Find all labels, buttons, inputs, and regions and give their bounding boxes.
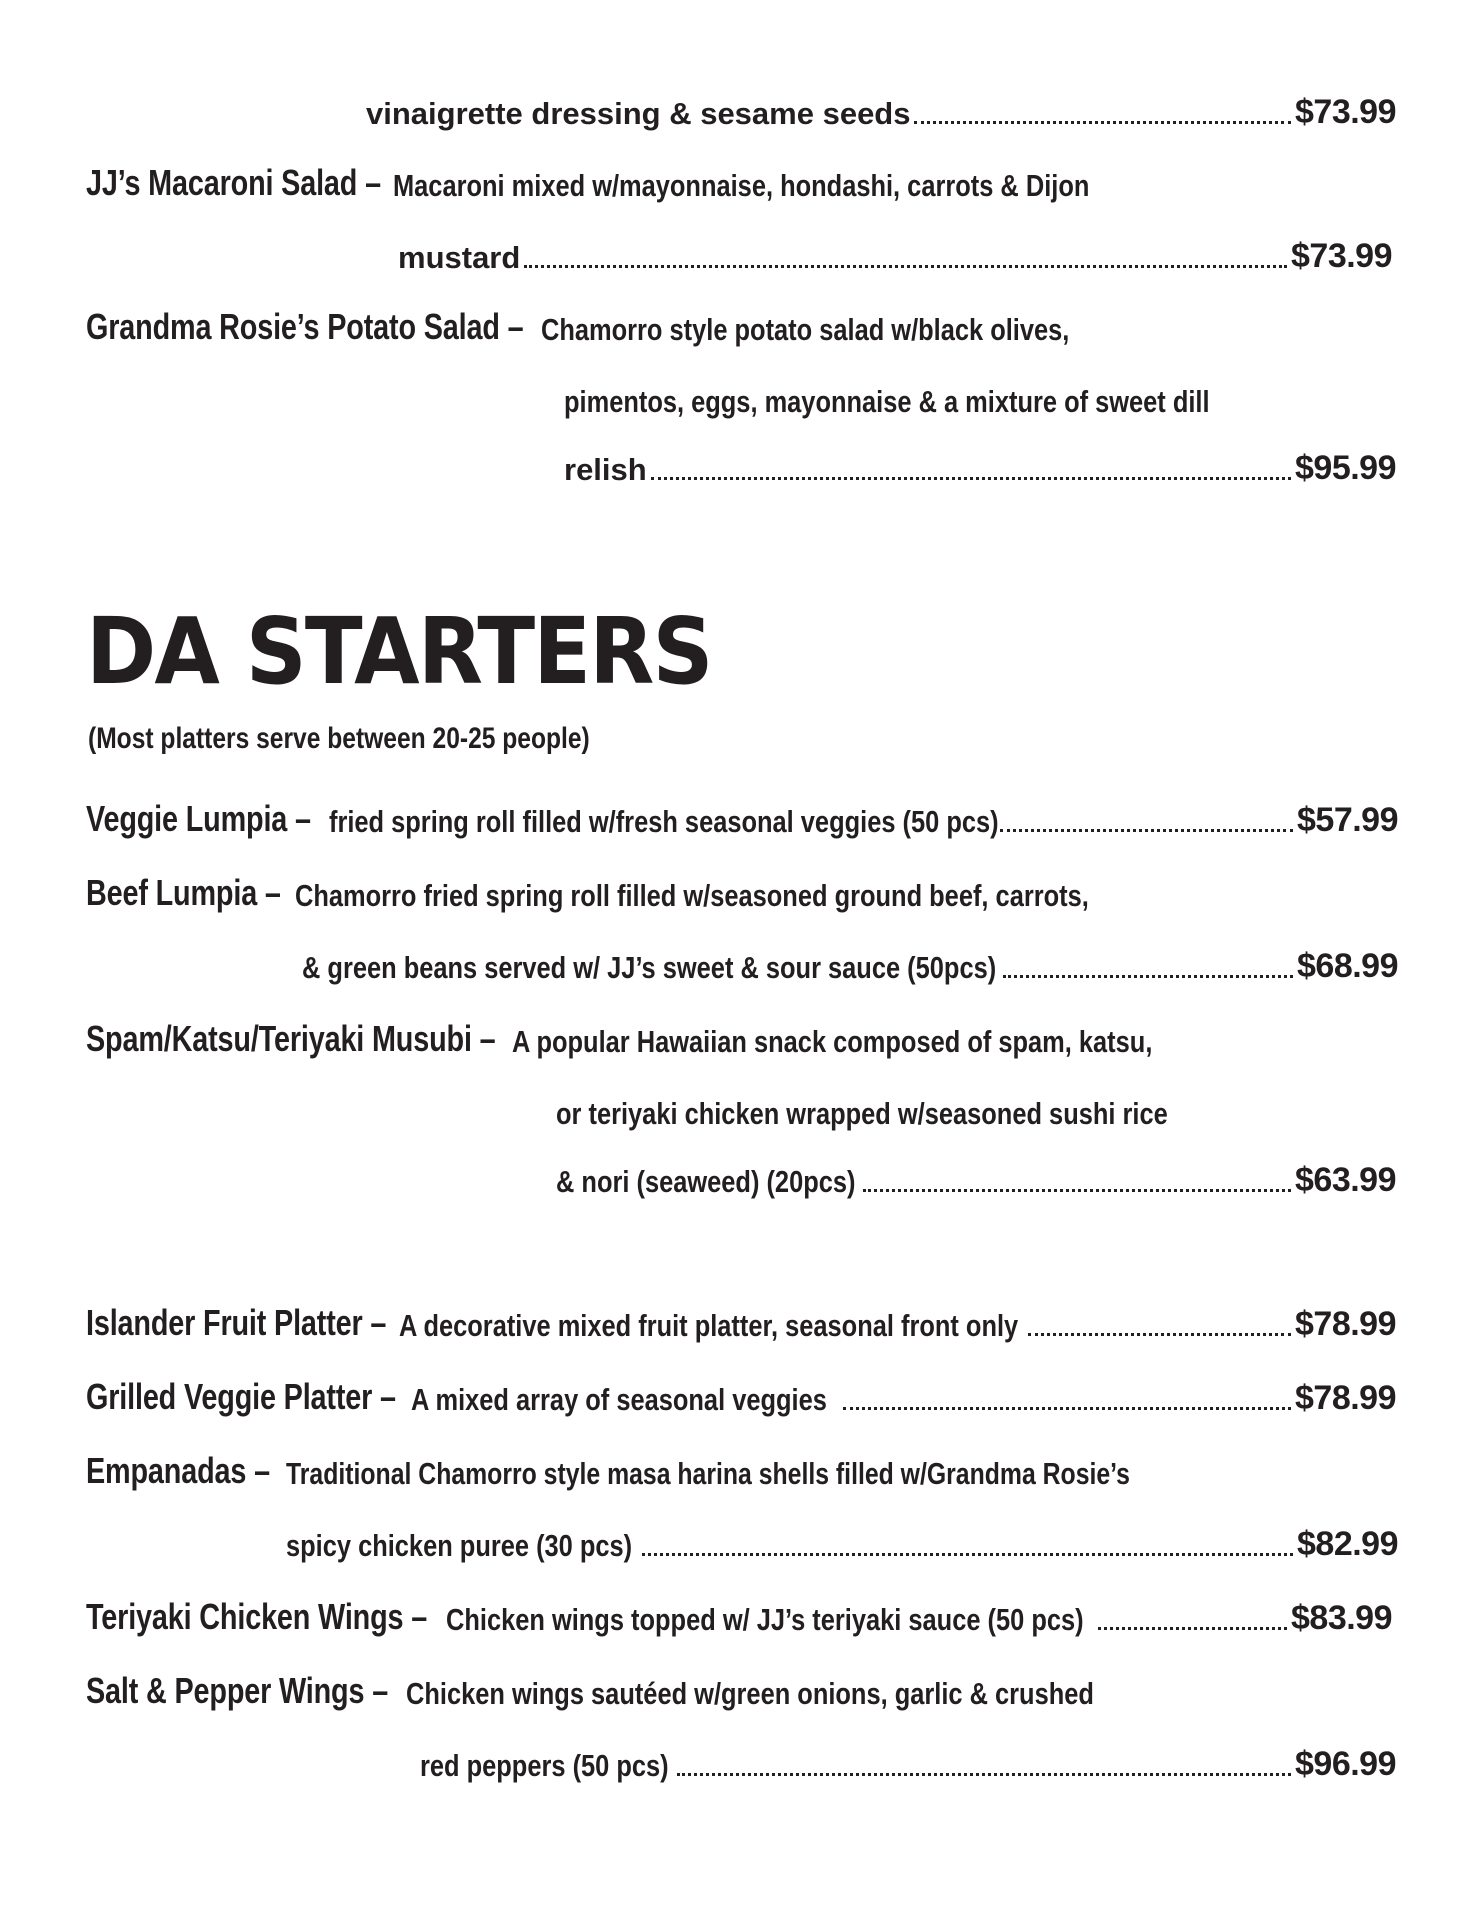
item-description: & green beans served w/ JJ’s sweet & sour sauce (50pcs) bbox=[302, 950, 997, 985]
item-description: Chamorro fried spring roll filled w/seasoned ground beef, carrots, bbox=[295, 878, 1090, 913]
item-description: or teriyaki chicken wrapped w/seasoned sushi rice bbox=[556, 1096, 1168, 1131]
dot-leader bbox=[1003, 975, 1293, 978]
item-price: $83.99 bbox=[1291, 1599, 1392, 1637]
dot-leader bbox=[1000, 829, 1293, 832]
item-price: $63.99 bbox=[1295, 1161, 1396, 1199]
item-name: Empanadas – bbox=[86, 1450, 270, 1491]
item-description: relish bbox=[564, 452, 647, 487]
dot-leader bbox=[651, 477, 1291, 480]
item-name: Salt & Pepper Wings – bbox=[86, 1670, 389, 1711]
menu-line-mustard bbox=[398, 232, 1392, 276]
item-description: spicy chicken puree (30 pcs) bbox=[286, 1528, 633, 1563]
menu-line-nori bbox=[556, 1156, 1396, 1200]
item-price: $82.99 bbox=[1297, 1525, 1398, 1563]
item-description: & nori (seaweed) (20pcs) bbox=[556, 1164, 856, 1199]
item-name: Beef Lumpia – bbox=[86, 872, 281, 913]
dot-leader bbox=[1098, 1627, 1287, 1630]
menu-line-red-peppers bbox=[420, 1740, 1396, 1784]
menu-item-potato-salad bbox=[86, 304, 1185, 348]
item-description: A decorative mixed fruit platter, seasonal front only bbox=[399, 1308, 1019, 1343]
dot-leader bbox=[914, 121, 1291, 124]
menu-item-empanadas bbox=[86, 1448, 1341, 1492]
section-note: (Most platters serve between 20-25 people) bbox=[88, 722, 590, 755]
menu-item-salt-pepper-wings bbox=[86, 1668, 1245, 1712]
menu-line-green-beans bbox=[302, 942, 1398, 986]
item-description: pimentos, eggs, mayonnaise & a mixture of sweet dill bbox=[564, 384, 1210, 419]
menu-item-veggie-platter bbox=[86, 1374, 1396, 1418]
item-name: Spam/Katsu/Teriyaki Musubi – bbox=[86, 1018, 496, 1059]
item-description: vinaigrette dressing & sesame seeds bbox=[366, 96, 911, 131]
item-name: Islander Fruit Platter – bbox=[86, 1302, 387, 1343]
dot-leader bbox=[1028, 1333, 1291, 1336]
menu-item-teriyaki-wings bbox=[86, 1594, 1392, 1638]
item-name: JJ’s Macaroni Salad – bbox=[86, 162, 381, 203]
item-description: red peppers (50 pcs) bbox=[420, 1748, 669, 1783]
section-title: DA STARTERS bbox=[86, 598, 712, 705]
menu-item-veggie-lumpia bbox=[86, 796, 1398, 840]
item-price: $78.99 bbox=[1295, 1305, 1396, 1343]
dot-leader bbox=[642, 1553, 1293, 1556]
dot-leader bbox=[843, 1407, 1292, 1410]
menu-item-fruit-platter bbox=[86, 1300, 1396, 1344]
menu-line-relish bbox=[564, 444, 1396, 488]
item-description: Macaroni mixed w/mayonnaise, hondashi, carrots & Dijon bbox=[392, 168, 1090, 203]
dot-leader bbox=[677, 1773, 1291, 1776]
menu-line-vinaigrette bbox=[366, 88, 1396, 132]
menu-item-macaroni-salad bbox=[86, 160, 1242, 204]
item-price: $78.99 bbox=[1295, 1379, 1396, 1417]
item-name: Teriyaki Chicken Wings – bbox=[86, 1596, 428, 1637]
item-description: A popular Hawaiian snack composed of spam, katsu, bbox=[511, 1024, 1153, 1059]
item-price: $57.99 bbox=[1297, 801, 1398, 839]
item-description: Chamorro style potato salad w/black olives, bbox=[540, 312, 1070, 347]
menu-line-pimentos bbox=[564, 376, 1351, 420]
menu-line-spicy-chicken bbox=[286, 1520, 1398, 1564]
item-description: Chicken wings topped w/ JJ’s teriyaki sauce (50 pcs) bbox=[446, 1602, 1084, 1637]
item-price: $95.99 bbox=[1295, 449, 1396, 487]
item-price: $73.99 bbox=[1291, 237, 1392, 275]
item-price: $68.99 bbox=[1297, 947, 1398, 985]
item-description: mustard bbox=[398, 240, 521, 275]
item-name: Veggie Lumpia – bbox=[86, 798, 311, 839]
menu-item-musubi bbox=[86, 1016, 1293, 1060]
item-description: Chicken wings sautéed w/green onions, garlic & crushed bbox=[405, 1676, 1094, 1711]
menu-item-beef-lumpia bbox=[86, 870, 1264, 914]
menu-line-teriyaki-chicken bbox=[556, 1088, 1302, 1132]
item-price: $73.99 bbox=[1295, 93, 1396, 131]
item-description: Traditional Chamorro style masa harina shells filled w/Grandma Rosie’s bbox=[285, 1456, 1130, 1491]
item-description: A mixed array of seasonal veggies bbox=[411, 1382, 828, 1417]
dot-leader bbox=[524, 265, 1287, 268]
item-description: fried spring roll filled w/fresh seasonal veggies (50 pcs) bbox=[329, 804, 999, 839]
item-name: Grilled Veggie Platter – bbox=[86, 1376, 396, 1417]
dot-leader bbox=[863, 1189, 1291, 1192]
item-name: Grandma Rosie’s Potato Salad – bbox=[86, 306, 524, 347]
item-price: $96.99 bbox=[1295, 1745, 1396, 1783]
